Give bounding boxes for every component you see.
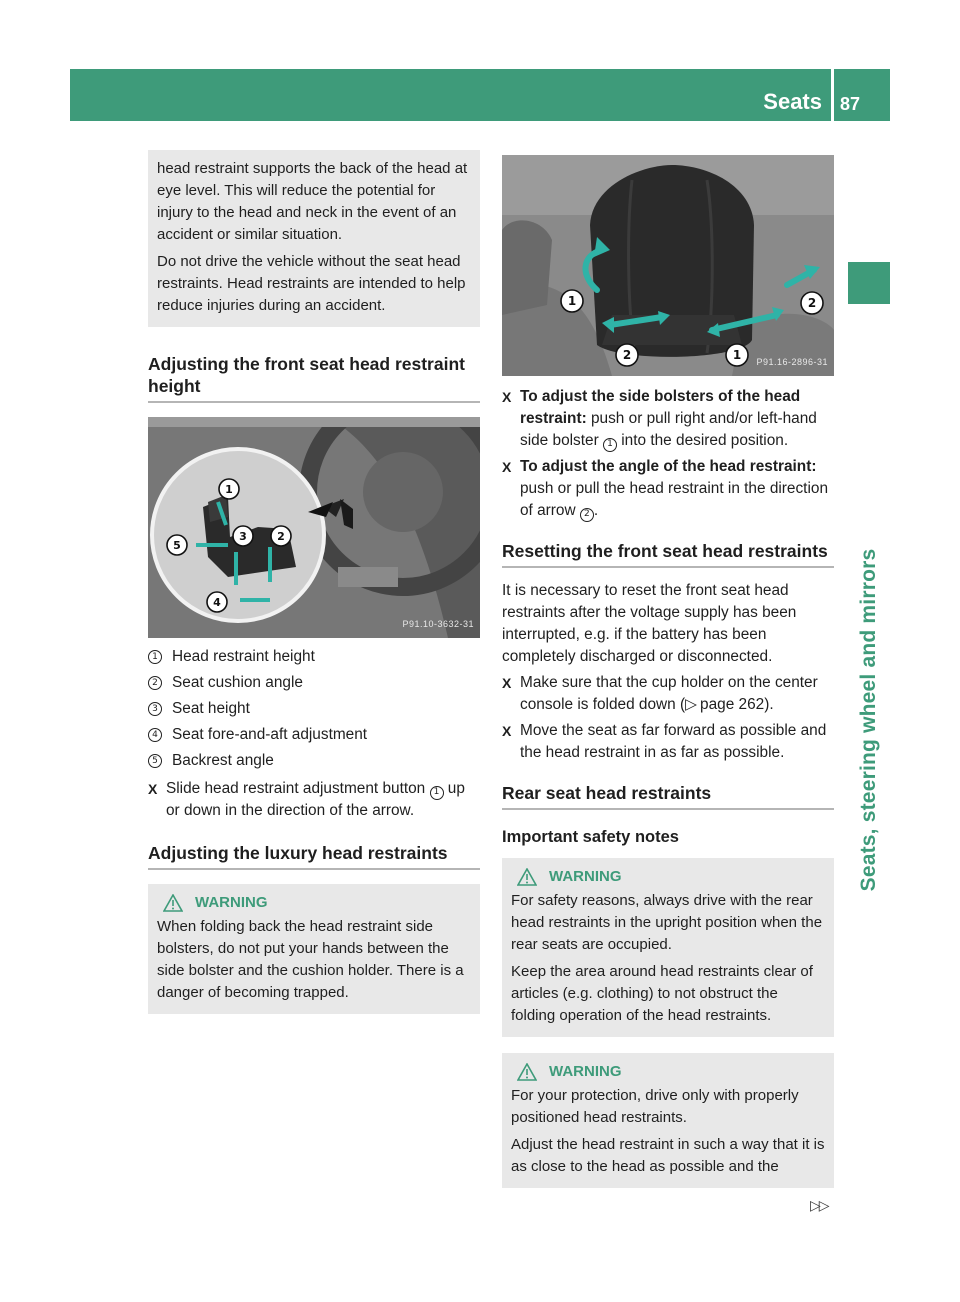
legend-item	[148, 724, 480, 746]
callout-number: 1	[603, 438, 617, 452]
resetting-paragraph: It is necessary to reset the front seat head restraints after the voltage supply has been interrupted, e.g. if the battery has been completely discharged or disconnected.	[502, 582, 797, 665]
callout-number: 3	[148, 702, 162, 716]
bullet-arrow-icon: X	[502, 723, 512, 739]
bullet-arrow-icon: X	[502, 389, 512, 405]
warning-box	[502, 1053, 834, 1188]
warning-box	[148, 884, 480, 1014]
side-tab-marker	[848, 262, 890, 304]
warning-text: Adjust the head restraint in such a way that it is as close to the head as possible and the	[511, 1136, 825, 1175]
step-label: To adjust the side bolsters of the head restraint:	[520, 388, 801, 427]
legend-item	[148, 698, 480, 720]
bullet-arrow-icon: X	[502, 675, 512, 691]
instruction-step	[502, 720, 834, 764]
warning-text: Keep the area around head restraints clear of articles (e.g. clothing) to not obstruct the folding operation of the head restraints.	[511, 963, 813, 1024]
legend-text: Seat cushion angle	[172, 674, 303, 691]
legend-text: Seat fore-and-aft adjustment	[172, 726, 368, 743]
step-text: Slide head restraint adjustment button	[166, 780, 430, 797]
instruction-step	[502, 672, 834, 716]
right-column	[502, 155, 834, 1188]
callout-number: 1	[430, 786, 444, 800]
warning-title: WARNING	[549, 868, 622, 885]
legend-text: Head restraint height	[172, 648, 315, 665]
legend-text: Seat height	[172, 700, 250, 717]
svg-text:2: 2	[807, 296, 817, 310]
figure-code: P91.10-3632-31	[402, 619, 474, 629]
page-ref-triangle-icon: ▷	[685, 696, 701, 713]
safety-note-p2: Do not drive the vehicle without the seat head restraints. Head restraints are intended to help reduce injuries during an accident.	[157, 253, 466, 314]
legend-item	[148, 672, 480, 694]
callout-number: 4	[148, 728, 162, 742]
instruction-step	[148, 778, 480, 822]
heading-resetting-head-restraints: Resetting the front seat head restraints	[502, 540, 834, 568]
step-text: Move the seat as far forward as possible and the head restraint in as far as possible.	[520, 722, 827, 761]
left-column	[148, 150, 480, 1014]
callout-number: 1	[148, 650, 162, 664]
heading-luxury-head-restraints: Adjusting the luxury head restraints	[148, 842, 480, 870]
step-text: push or pull the head restraint in the direction of arrow	[520, 480, 829, 519]
step-label: To adjust the angle of the head restraint:	[520, 458, 817, 475]
instruction-step	[502, 456, 834, 522]
heading-rear-seat-head-restraints: Rear seat head restraints	[502, 782, 834, 810]
continue-arrows-icon: ▷▷	[810, 1197, 828, 1213]
svg-text:5: 5	[173, 539, 181, 552]
callout-number: 5	[148, 754, 162, 768]
subheading-important-safety-notes: Important safety notes	[502, 828, 679, 846]
safety-note-p1: head restraint supports the back of the head at eye level. This will reduce the potential for injury to the head and neck in the event of an accident or similar situation.	[157, 160, 468, 243]
page-reference-link[interactable]: page 262	[700, 696, 765, 713]
instruction-step	[502, 386, 834, 452]
step-text: Make sure that the cup holder on the center console is folded down (	[520, 674, 818, 713]
page-number: 87	[840, 94, 861, 114]
svg-text:2: 2	[277, 530, 285, 543]
svg-text:1: 1	[567, 294, 577, 308]
step-text: up or down in the direction of the arrow.	[166, 780, 465, 819]
safety-note-box	[148, 150, 480, 327]
callout-number: 2	[580, 508, 594, 522]
warning-box	[502, 858, 834, 1037]
side-tab-label: Seats, steering wheel and mirrors	[857, 548, 880, 892]
luxury-head-restraint-illustration	[502, 155, 834, 376]
bullet-arrow-icon: X	[502, 459, 512, 475]
warning-text: When folding back the head restraint side bolsters, do not put your hands between the side bolster and the cushion holder. There is a danger of becoming trapped.	[157, 918, 464, 1001]
heading-front-head-restraint-height: Adjusting the front seat head restraint height	[148, 353, 480, 403]
legend-list	[148, 646, 480, 772]
bullet-arrow-icon: X	[148, 781, 158, 797]
seat-controls-illustration	[148, 417, 480, 638]
legend-text: Backrest angle	[172, 752, 274, 769]
svg-text:1: 1	[225, 483, 233, 496]
luxury-head-restraint-figure	[502, 155, 834, 376]
warning-triangle-icon	[163, 894, 183, 912]
legend-item	[148, 750, 480, 772]
step-text: .	[593, 502, 599, 519]
seat-controls-figure	[148, 417, 480, 638]
warning-text: For your protection, drive only with properly positioned head restraints.	[511, 1087, 799, 1126]
warning-text: For safety reasons, always drive with the rear head restraints in the upright position when the rear seats are occupied.	[511, 892, 823, 953]
svg-text:3: 3	[239, 530, 247, 543]
legend-item	[148, 646, 480, 668]
callout-number: 2	[148, 676, 162, 690]
step-text: push or pull right and/or left-hand side bolster	[520, 410, 817, 449]
svg-text:4: 4	[213, 596, 221, 609]
section-title: Seats	[763, 89, 822, 114]
step-text: into the desired position.	[616, 432, 789, 449]
step-text: ).	[764, 696, 774, 713]
svg-text:1: 1	[732, 348, 742, 362]
warning-title: WARNING	[195, 894, 268, 911]
warning-triangle-icon	[517, 1063, 537, 1081]
warning-title: WARNING	[549, 1063, 622, 1080]
warning-triangle-icon	[517, 868, 537, 886]
svg-text:2: 2	[622, 348, 632, 362]
figure-code: P91.16-2896-31	[756, 357, 828, 367]
header-divider	[831, 69, 834, 121]
